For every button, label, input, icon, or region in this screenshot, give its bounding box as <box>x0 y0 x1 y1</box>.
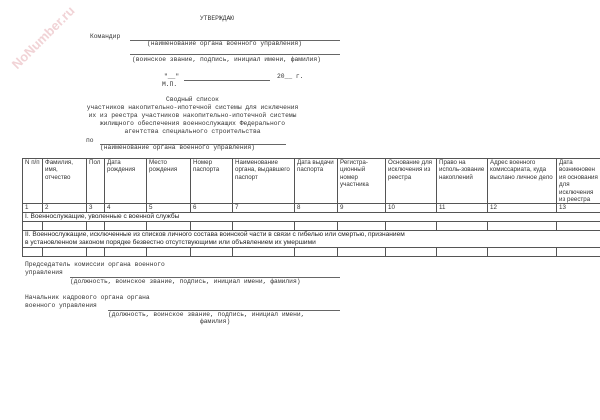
heading-line: агентства специального строительства <box>124 128 261 135</box>
sign-line <box>130 54 340 55</box>
sign-caption: (воинское звание, подпись, инициал имени, фамилия) <box>132 56 321 63</box>
section-1-line: I. Военнослужащие, уволенные с военной службы <box>25 212 180 220</box>
section-2-line: в установленном законом порядке безвестно отсутствующими или объявлением их умершими <box>25 238 316 246</box>
col-number: 3 <box>87 204 105 212</box>
col-header: N п/п <box>23 159 43 204</box>
col-number: 9 <box>338 204 386 212</box>
col-header: Основание для исключения из реестра <box>386 159 437 204</box>
section-1-title <box>23 212 600 221</box>
heading-line: Сводный список <box>166 96 219 103</box>
date-line <box>184 80 270 81</box>
chair-label: управления <box>25 269 63 276</box>
col-header: Дата возникновения основания для исключения из реестра <box>557 159 600 204</box>
heading-line: жилищного обеспечения военнослужащих Федерального <box>99 120 286 127</box>
table-row <box>23 221 600 230</box>
hr-caption: фамилия) <box>200 318 231 325</box>
hr-caption: (должность, воинское звание, подпись, инициал имени, <box>108 311 305 318</box>
col-header: Пол <box>87 159 105 204</box>
po-label: по <box>86 137 94 144</box>
section-2-title <box>23 230 600 247</box>
summary-table <box>22 158 600 257</box>
stamp-label: М.П. <box>162 81 178 88</box>
col-number: 1 <box>23 204 43 212</box>
table-header-row <box>23 159 600 204</box>
col-number: 2 <box>43 204 87 212</box>
col-number: 4 <box>105 204 147 212</box>
hr-label: Начальник кадрового органа органа <box>25 294 150 301</box>
col-number: 5 <box>147 204 191 212</box>
col-header: Дата рождения <box>105 159 147 204</box>
col-number: 6 <box>191 204 233 212</box>
chair-caption: (должность, воинское звание, подпись, инициал имени, фамилия) <box>70 278 301 285</box>
col-header: Адрес военного комиссариата, куда выслано личное дело <box>488 159 557 204</box>
heading-line: их из реестра участников накопительно-ипотечной системы <box>88 112 297 119</box>
commander-label: Командир <box>90 33 121 40</box>
column-number-row <box>23 204 600 212</box>
col-header: Место рождения <box>147 159 191 204</box>
table-row <box>23 247 600 256</box>
col-number: 10 <box>386 204 437 212</box>
col-header: Номер паспорта <box>191 159 233 204</box>
approval-title: УТВЕРЖДАЮ <box>200 15 235 22</box>
col-header: Регистра-ционный номер участника <box>338 159 386 204</box>
col-number: 8 <box>295 204 338 212</box>
date-year: 20__ г. <box>277 73 304 80</box>
col-header: Наименование органа, выдавшего паспорт <box>233 159 295 204</box>
heading-line: участников накопительно-ипотечной системы для исключения <box>86 104 299 111</box>
date-day: "__" <box>164 73 180 80</box>
col-number: 13 <box>557 204 600 212</box>
chair-label: Председатель комиссии органа военного <box>25 261 165 268</box>
section-row <box>23 230 600 247</box>
col-number: 7 <box>233 204 295 212</box>
col-number: 12 <box>488 204 557 212</box>
col-header: Фамилия, имя, отчество <box>43 159 87 204</box>
hr-label: военного управления <box>25 302 97 309</box>
col-header: Дата выдачи паспорта <box>295 159 338 204</box>
section-row <box>23 212 600 221</box>
section-2-line: II. Военнослужащие, исключенные из списков личного состава воинской части в связи с гибелью или смертью, признанием <box>25 230 405 238</box>
po-caption: (наименование органа военного управления) <box>100 144 255 151</box>
col-header: Право на исполь-зование накоплений <box>437 159 488 204</box>
col-number: 11 <box>437 204 488 212</box>
org-caption: (наименование органа военного управления) <box>147 40 302 47</box>
watermark: NoNumber.ru <box>8 3 78 72</box>
